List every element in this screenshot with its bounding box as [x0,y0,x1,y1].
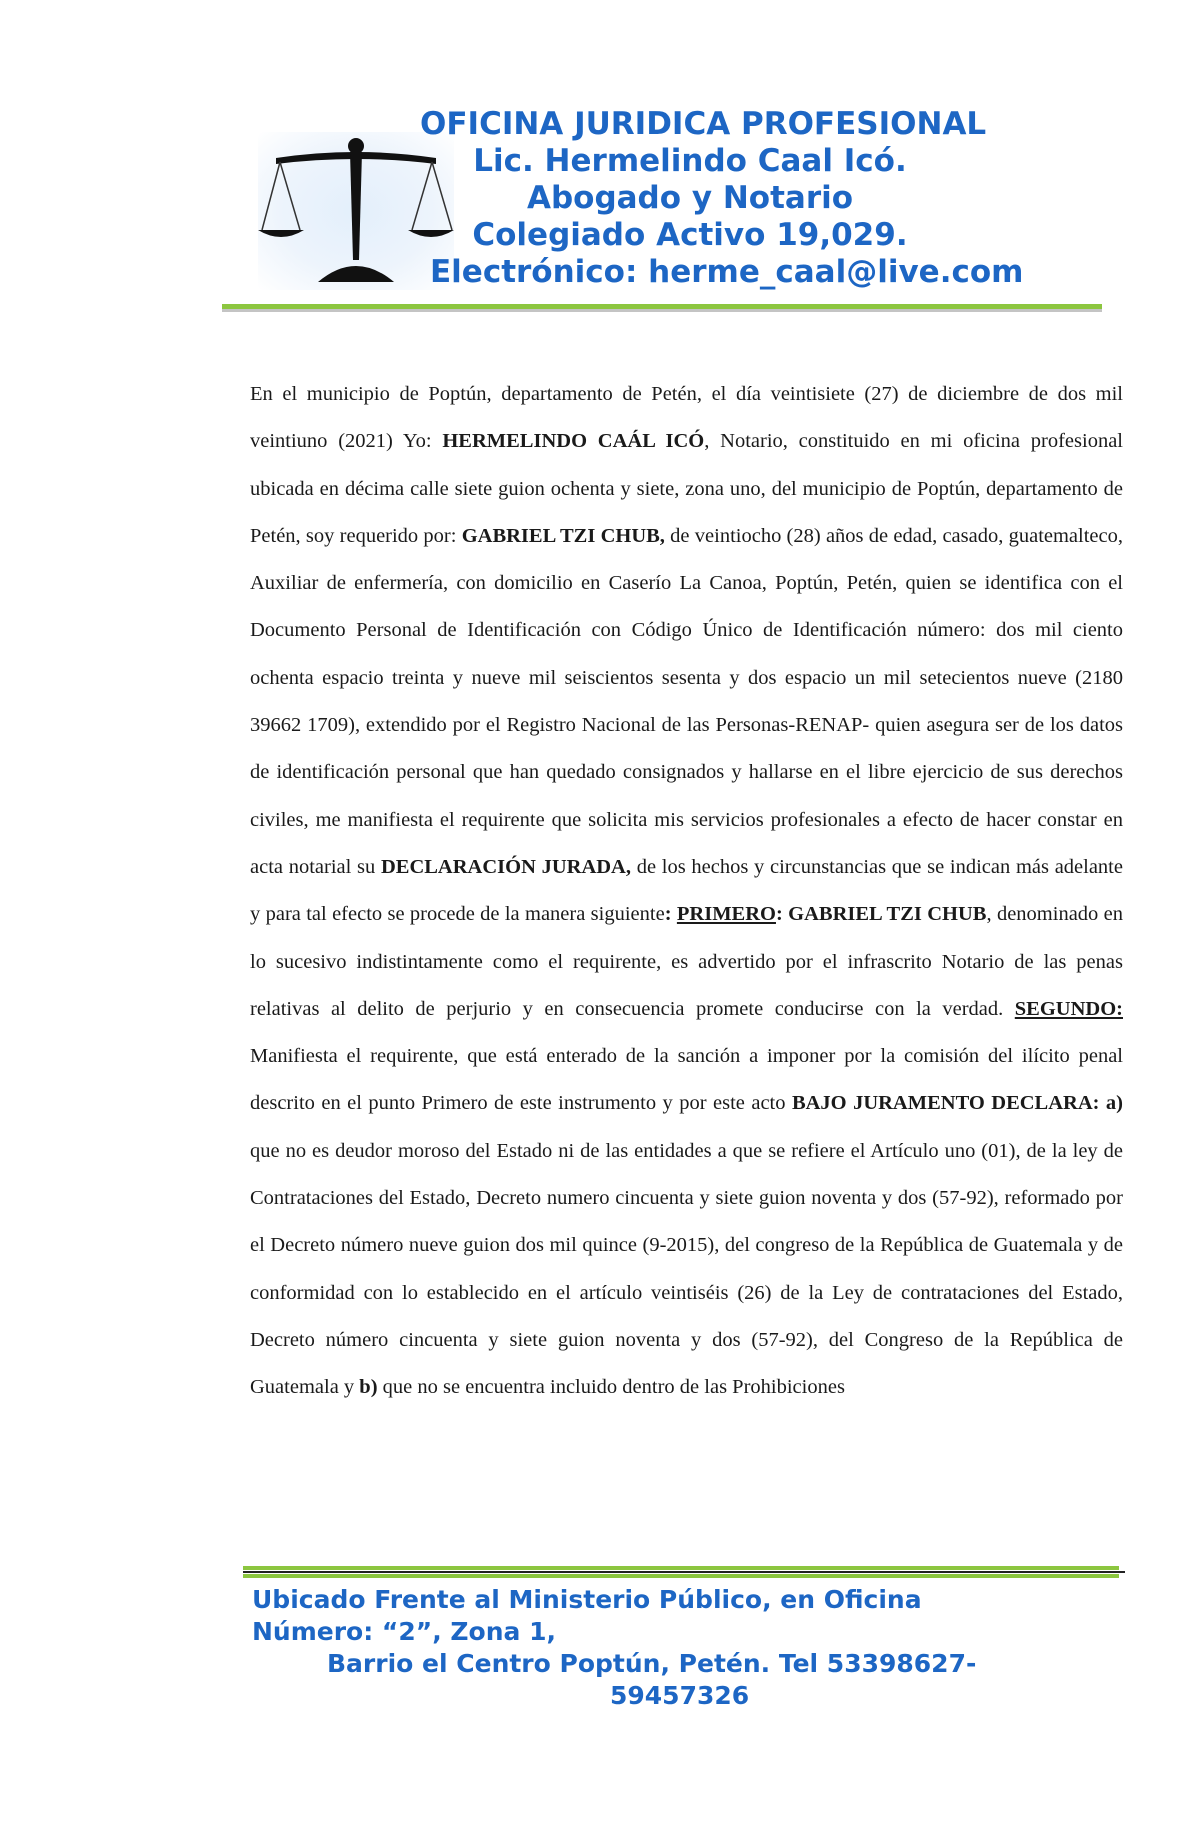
footer-line-3: Barrio el Centro Poptún, Petén. Tel 53398627- [327,1649,977,1678]
declaration-title: DECLARACIÓN JURADA, [380,855,631,878]
header-divider [222,304,1102,309]
body-paragraph [250,371,1123,1412]
colon: : [664,903,677,926]
document-body [250,371,1123,1412]
text-run: que no es deudor moroso del Estado ni de las entidades a que se refiere el Artículo uno (01), de la ley de Contrataciones del Estado, Decreto numero cincuenta y siete guion noventa y dos (57-92), reformado por el Decreto número nueve guion dos mil quince (9-2015), del congreso de la República de Guatemala y de conformidad con lo establecido en el artículo veintiséis (26) de la Ley de contrataciones del Estado, Decreto número cincuenta y siete guion noventa y dos (57-92), del Congreso de la República de Guatemala y [250,1139,1123,1399]
text-run: , denominado en lo sucesivo indistintamente como el requirente, es advertido por el infrascrito Notario de las penas relativas al delito de perjurio y en consecuencia promete conducirse con la verdad. [250,903,1123,1020]
office-name: OFICINA JURIDICA PROFESIONAL [420,106,987,142]
lawyer-title: Abogado y Notario [526,180,854,216]
footer-line-1: Ubicado Frente al Ministerio Público, en Oficina [252,1585,922,1614]
section-first-label: PRIMERO [676,903,776,926]
requester-name: GABRIEL TZI CHUB [782,903,987,926]
footer-divider-green-top [243,1566,1119,1570]
footer-line-4: 59457326 [610,1681,750,1710]
text-run: de veintiocho (28) años de edad, casado, guatemalteco, Auxiliar de enfermería, con domicilio en Caserío La Canoa, Poptún, Petén, quien se identifica con el Documento Personal de Identificación con Código Único de Identificación número: dos mil ciento ochenta espacio treinta y nueve mil seiscientos sesenta y dos espacio un mil setecientos nueve (2180 39662 1709), extendido por el Registro Nacional de las Personas-RENAP- quien asegura ser de los datos de identificación personal que han quedado consignados y hallarse en el libre ejercicio de sus derechos civiles, me manifiesta el requirente que solicita mis servicios profesionales a efecto de hacer constar en acta notarial su [250,524,1123,878]
footer-address [252,1584,1112,1712]
text-run: En el municipio de Poptún, departamento de Petén, el día veintisiete (27) de diciembre de dos mil veintiuno (2021) Yo: [250,383,1123,453]
contact-email: Electrónico: herme_caal@live.com [430,254,1024,290]
text-run: , Notario, constituido en mi oficina profesional ubicada en décima calle siete guion ochenta y siete, zona uno, del municipio de Poptún, departamento de Petén, soy requerido por: [250,430,1124,547]
text-run: de los hechos y circunstancias que se indican más adelante y para tal efecto se procede de la manera siguiente [250,855,1123,926]
text-run: Manifiesta el requirente, que está enterado de la sanción a imponer por la comisión del ilícito penal descrito en el punto Primero de este instrumento y por este acto [250,1045,1123,1115]
registration-number: Colegiado Activo 19,029. [472,217,908,253]
notary-name: HERMELINDO CAÁL ICÓ [442,430,705,453]
requester-name: GABRIEL TZI CHUB, [461,524,665,547]
footer-divider-green-bottom [243,1574,1119,1578]
lawyer-name: Lic. Hermelindo Caal Icó. [473,143,907,179]
text-run: que no se encuentra incluido dentro de las Prohibiciones [377,1376,845,1399]
oath-declaration: BAJO JURAMENTO DECLARA: a) [791,1092,1123,1115]
letterhead [420,106,1024,291]
footer-divider-black [243,1571,1125,1573]
colon: : [775,903,783,926]
footer-divider [243,1566,1125,1579]
item-b-label: b) [359,1376,378,1399]
section-second-label: SEGUNDO: [1014,997,1123,1020]
footer-line-2: Número: “2”, Zona 1, [252,1617,556,1646]
